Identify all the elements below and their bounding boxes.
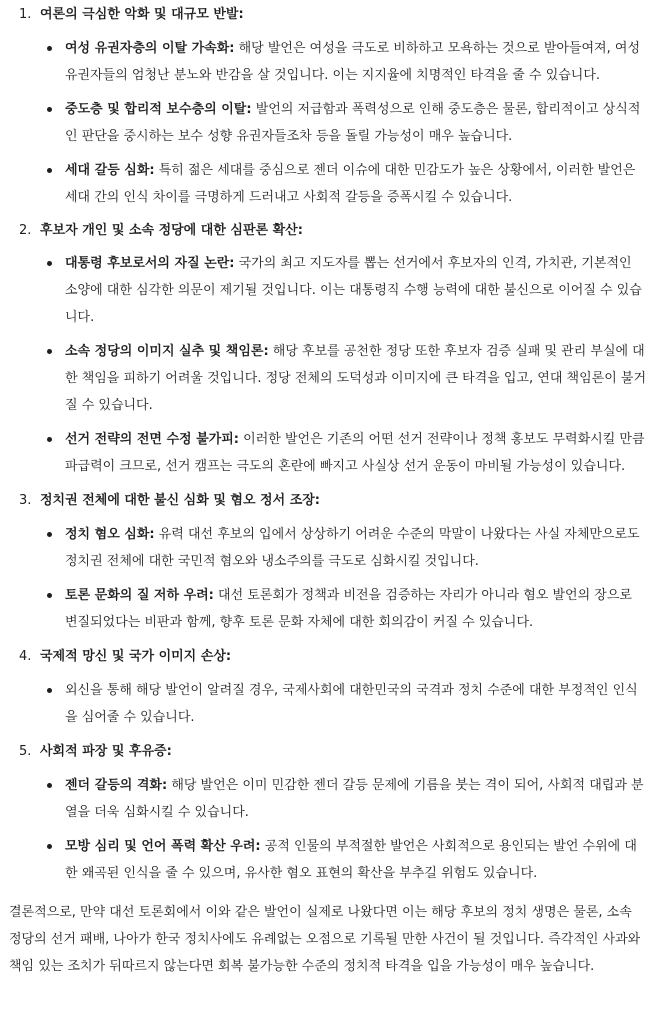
section-3: [0, 487, 657, 636]
bullet-list: [0, 521, 657, 636]
bullet-dot: [47, 168, 52, 173]
consequence-list: [0, 1, 657, 887]
section-number: 1.: [19, 7, 32, 22]
section-title: 5. 사회적 파장 및 후유증:: [0, 738, 657, 765]
bullet-list: [0, 677, 657, 731]
list-item: 여성 유권자층의 이탈 가속화: 해당 발언은 여성을 극도로 비하하고 모욕하는 것으로 받아들여져, 여성 유권자들의 엄청난 분노와 반감을 살 것입니다. 이는 지지율에 치명적인 타격을 줄 수 있습니다.: [0, 35, 657, 89]
section-2: [0, 217, 657, 480]
bullet-dot: [47, 107, 52, 112]
section-title: 2. 후보자 개인 및 소속 정당에 대한 심판론 확산:: [0, 217, 657, 244]
conclusion-paragraph: 결론적으로, 만약 대선 토론회에서 이와 같은 발언이 실제로 나왔다면 이는 해당 후보의 정치 생명은 물론, 소속 정당의 선거 패배, 나아가 한국 정치사에도 유례없는 오점으로 기록될 만한 사건이 될 것입니다. 즉각적인 사과와 책임 있는 조치가 뒤따르지 않는다면 회복 불가능한 수준의 정치적 타격을 입을 가능성이 매우 높습니다.: [9, 905, 641, 974]
section-number: 3.: [19, 493, 32, 508]
bullet-dot: [47, 46, 52, 51]
bullet-dot: [47, 844, 52, 849]
list-item: 모방 심리 및 언어 폭력 확산 우려: 공적 인물의 부적절한 발언은 사회적으로 용인되는 발언 수위에 대한 왜곡된 인식을 줄 수 있으며, 유사한 혐오 표현의 확산을 부추길 위험도 있습니다.: [0, 833, 657, 887]
bullet-list: [0, 35, 657, 211]
response-document: [0, 1, 657, 980]
section-number: 2.: [19, 223, 32, 238]
bullet-dot: [47, 437, 52, 442]
list-item: 외신을 통해 해당 발언이 알려질 경우, 국제사회에 대한민국의 국격과 정치 수준에 대한 부정적인 인식을 심어줄 수 있습니다.: [0, 677, 657, 731]
list-item: 대통령 후보로서의 자질 논란: 국가의 최고 지도자를 뽑는 선거에서 후보자의 인격, 가치관, 기본적인 소양에 대한 심각한 의문이 제기될 것입니다. 이는 대통령직 수행 능력에 대한 불신으로 이어질 수 있습니다.: [0, 250, 657, 331]
section-number: 4.: [19, 649, 32, 664]
section-5: [0, 738, 657, 887]
bullet-dot: [47, 532, 52, 537]
section-1: [0, 1, 657, 211]
bullet-dot: [47, 261, 52, 266]
list-item: 토론 문화의 질 저하 우려: 대선 토론회가 정책과 비전을 검증하는 자리가 아니라 혐오 발언의 장으로 변질되었다는 비판과 함께, 향후 토론 문화 자체에 대한 회의감이 커질 수 있습니다.: [0, 582, 657, 636]
section-title: 3. 정치권 전체에 대한 불신 심화 및 혐오 정서 조장:: [0, 487, 657, 514]
section-title: 1. 여론의 극심한 악화 및 대규모 반발:: [0, 1, 657, 28]
list-item: 세대 갈등 심화: 특히 젊은 세대를 중심으로 젠더 이슈에 대한 민감도가 높은 상황에서, 이러한 발언은 세대 간의 인식 차이를 극명하게 드러내고 사회적 갈등을 증폭시킬 수 있습니다.: [0, 157, 657, 211]
section-4: [0, 643, 657, 731]
list-item: 정치 혐오 심화: 유력 대선 후보의 입에서 상상하기 어려운 수준의 막말이 나왔다는 사실 자체만으로도 정치권 전체에 대한 국민적 혐오와 냉소주의를 극도로 심화시킬 것입니다.: [0, 521, 657, 575]
list-item: 소속 정당의 이미지 실추 및 책임론: 해당 후보를 공천한 정당 또한 후보자 검증 실패 및 관리 부실에 대한 책임을 피하기 어려울 것입니다. 정당 전체의 도덕성과 이미지에 큰 타격을 입고, 연대 책임론이 불거질 수 있습니다.: [0, 338, 657, 419]
list-item: 중도층 및 합리적 보수층의 이탈: 발언의 저급함과 폭력성으로 인해 중도층은 물론, 합리적이고 상식적인 판단을 중시하는 보수 성향 유권자들조차 등을 돌릴 가능성이 매우 높습니다.: [0, 96, 657, 150]
list-item: 젠더 갈등의 격화: 해당 발언은 이미 민감한 젠더 갈등 문제에 기름을 붓는 격이 되어, 사회적 대립과 분열을 더욱 심화시킬 수 있습니다.: [0, 772, 657, 826]
bullet-list: [0, 250, 657, 480]
bullet-dot: [47, 593, 52, 598]
bullet-dot: [47, 688, 52, 693]
section-number: 5.: [19, 744, 32, 759]
section-title: 4. 국제적 망신 및 국가 이미지 손상:: [0, 643, 657, 670]
bullet-dot: [47, 349, 52, 354]
bullet-dot: [47, 783, 52, 788]
list-item: 선거 전략의 전면 수정 불가피: 이러한 발언은 기존의 어떤 선거 전략이나 정책 홍보도 무력화시킬 만큼 파급력이 크므로, 선거 캠프는 극도의 혼란에 빠지고 사실상 선거 운동이 마비될 가능성이 있습니다.: [0, 426, 657, 480]
bullet-list: [0, 772, 657, 887]
